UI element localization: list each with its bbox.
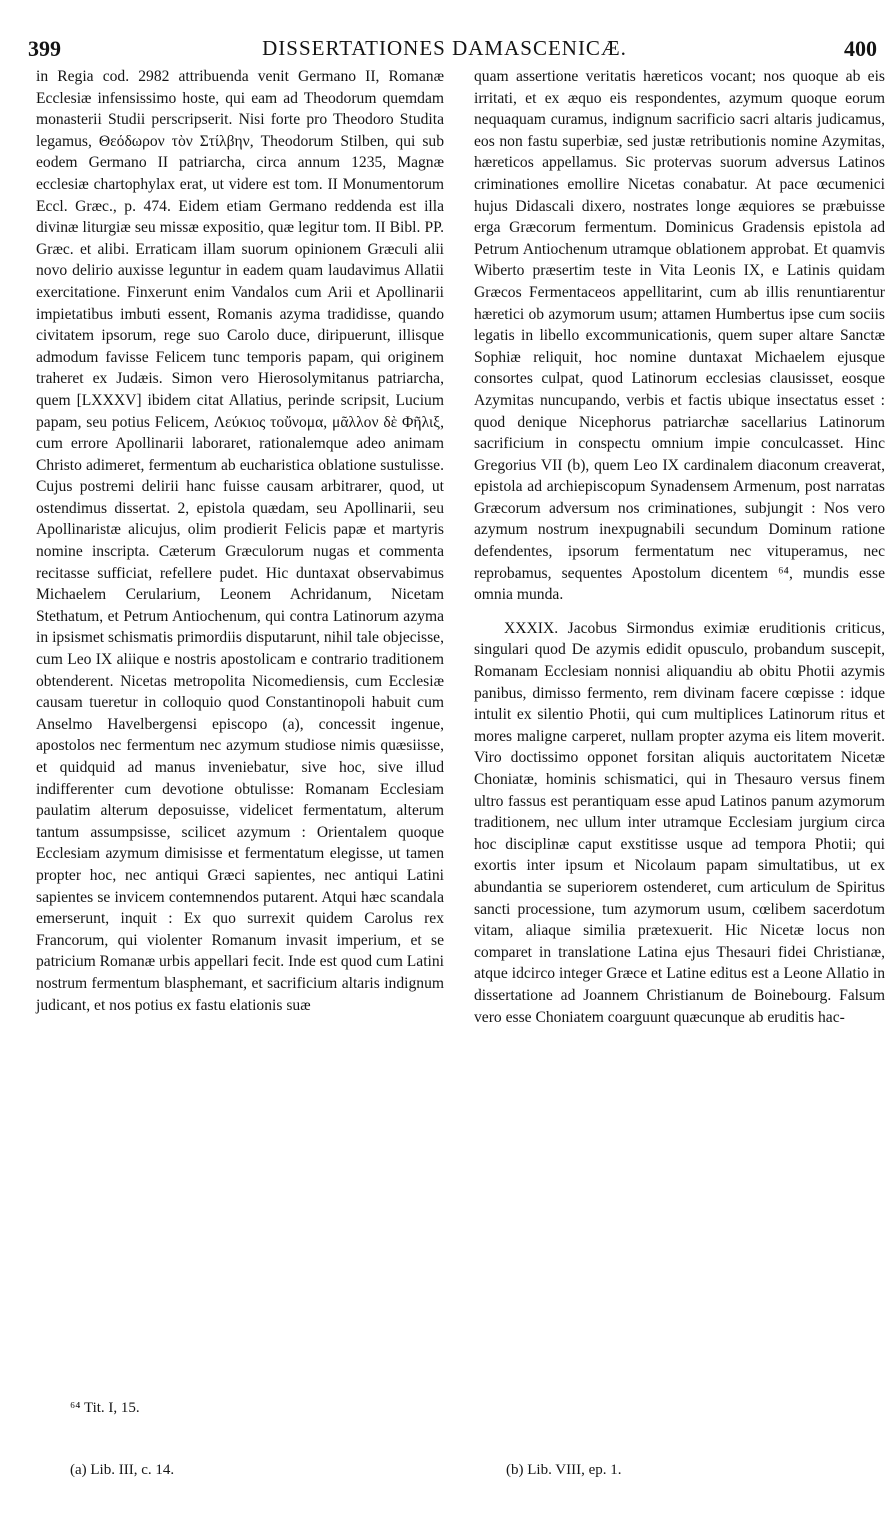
footnote-a: (a) Lib. III, c. 14. (70, 1462, 175, 1478)
left-paragraph: in Regia cod. 2982 attribuenda venit Germano II, Romanæ Ecclesiæ infensissimo hoste, qui eam ad Theodorum quemdam monasterii Studii perscripserit. Nisi forte pro Theodoro Studita legamus, Θεόδωρον τὸν Στίλβην, Theodorum Stilben, qui sub eodem Germano II patriarcha, circa annum 1235, Magnæ ecclesiæ chartophylax erat, ut videre est tom. II Monumentorum Eccl. Græc., p. 474. Eidem etiam Germano reddenda est illa divinæ liturgiæ seu missæ expositio, quæ legitur tom. II Bibl. PP. Græc. et alibi. Erraticam illam suorum opinionem Græculi alii novo delirio auxisse leguntur in eadem quam laudavimus Allatii exercitatione. Finxerunt enim Vandalos cum Arii et Apollinarii impietatibus imbuti essent, Romanis azyma tradidisse, quando civitatem ipsorum, rege suo Carolo duce, diripuerunt, illisque admodum favisse Felicem tunc temporis papam, qui originem traheret ex Judæis. Simon vero Hierosolymitanus patriarcha, quem [LXXXV] ibidem citat Allatius, perinde scripsit, Lucium papam, seu potius Felicem, Λεύκιος τοὔνομα, μᾶλλον δὲ Φῆλιξ, cum errore Apollinarii laboraret, rationalemque adeo animam Christo adimeret, fermentum ab eucharistica oblatione sustulisse. Cujus postremi delirii hanc fuisse causam arbitrarer, quod, ut ostendimus dissertat. 2, epistola quædam, seu Apollinarii, seu Apollinaristæ alicujus, olim prodierit Felicis papæ et martyris nomine inscripta. Cæterum Græculorum nugas et commenta recitasse sufficiat, refellere pudet. Hic duntaxat observabimus Michaelem Cerularium, Leonem Achridanum, Nicetam Stethatum, et Petrum Antiochenum, qui contra Latinorum azyma in ipsismet schismatis primordiis disputarunt, nihil tale objecisse, cum Leo IX aliique e nostris apostolicam e contrario traditionem obtenderent. Nicetas metropolita Nicomediensis, cum Ecclesiæ causam tueretur in colloquio quod Constantinopoli habuit cum Anselmo Havelbergensi episcopo (a), concessit ingenue, apostolos nec fermentum nec azymum studiose nimis quæsiisse, et quidquid ad manus inveniebatur, sive hoc, sive illud indifferenter cum devotione obtulisse: Romanam Ecclesiam paulatim alterum deposuisse, videlicet fermentatum, alterum tantum assumpsisse, scilicet azymum : Orientalem quoque Ecclesiam azymum dimisisse et fermentatum elegisse, ut tamen propter hoc, nec antiqui Græci sapientes, nec antiqui Latini sapientes se invicem contemnendos putarent. Atqui hæc scandala emerserunt, inquit : Ex quo surrexit quidem Carolus rex Francorum, qui violenter Romanum invasit imperium, et se patricium Romanæ urbis appellari fecit. Inde est quod cum Latini nostrum fermentum blasphemant, et sacrificium altaris indignum judicant, et nos potius ex fastu elationis suæ (36, 68, 444, 1014)
page-number-left: 399 (28, 36, 61, 61)
right-paragraph-1: quam assertione veritatis hæreticos vocant; nos quoque ab eis irritati, et ex æquo eis respondentes, azymum quoque eorum nequaquam curamus, indignum sacrificio sacri altaris judicamus, eos non fastu superbiæ, sed justæ retributionis nomine Azymitas, hæreticos appellamus. Sic protervas suorum adversus Latinos criminationes emollire Nicetas conabatur. At pace œcumenici hujus Didascali dixero, nostrates longe æquiores se præbuisse erga Græcorum fermentum. Dominicus Gradensis epistola ad Petrum Antiochenum utramque oblationem approbat. Et quamvis Wiberto præsertim teste in Vita Leonis IX, e Latinis quidam Græcos Fermentaceos appellitarint, cum ab illis renuntiarentur hæretici ob azymorum usum; attamen Humbertus ipse cum sociis legatis in libello excommunicationis, quem super altare Sanctæ Sophiæ reliquit, hoc nomine duntaxat Michaelem ejusque consortes culpat, quod Latinorum ecclesias clausisset, eosque Azymitas nuncupando, verbis et factis ubique insectatus esset : quod denique Nicephorus patriarchæ sacellarius Latinorum sacrificium in conspectu omnium impie conculcasset. Hinc Gregorius VII (b), quem Leo IX cardinalem diaconum creaverat, epistola ad archiepiscopum Synadensem Armenum, post narratas Græcorum adversum nos criminationes, subjungit : Nos vero azymum nostrum inexpugnabili secundum Dominum ratione defendentes, ipsorum fermentatum nec vituperamus, nec reprobamus, sequentes Apostolum dicentem ⁶⁴, mundis esse omnia munda. (474, 68, 885, 604)
left-column (36, 66, 444, 1016)
running-title: DISSERTATIONES DAMASCENICÆ. (262, 36, 627, 60)
right-column (474, 66, 885, 1028)
right-paragraph-2: XXXIX. Jacobus Sirmondus eximiæ eruditionis criticus, singulari quod De azymis edidit opusculo, probandum suscepit, Romanam Ecclesiam nonnisi aliquandiu ab obitu Photii azymis panibus, dimisso fermento, rem divinam facere cœpisse : idque intulit ex silentio Photii, qui cum multiplices Latinorum ritus et mores maligne carperet, nullam propter azyma eis litem moverit. Viro doctissimo opponet forsitan aliquis auctoritatem Nicetæ Choniatæ, hominis schismatici, qui in Thesauro versus finem ultro fassus est perantiquam esse apud Latinos panum azymorum traditionem, nec ullum inter utramque Ecclesiam jurgium circa hoc disciplinæ caput exstitisse usque ad tempora Photii; qui exortis inter ipsum et Nicolaum papam simultatibus, ut ex abundantia se superiorem ostenderet, cum articulum de Spiritus sancti processione, tum azymorum usum, cœlibem sacerdotum vitam, aliaque similia prætexuerit. Hic Nicetæ locus non comparet in translatione Latina ejus Thesauri fidei Christianæ, atque idcirco integer Græce et Latine editus est a Leone Allatio in dissertatione ad Joannem Christianum de Boinebourg. Falsum vero esse Choniatem coarguunt quæcunque ab eruditis hac- (474, 619, 885, 1026)
footnote-64: ⁶⁴ Tit. I, 15. (70, 1400, 140, 1416)
footnote-b: (b) Lib. VIII, ep. 1. (506, 1462, 622, 1478)
running-header (0, 36, 889, 66)
page-number-right: 400 (844, 36, 877, 61)
